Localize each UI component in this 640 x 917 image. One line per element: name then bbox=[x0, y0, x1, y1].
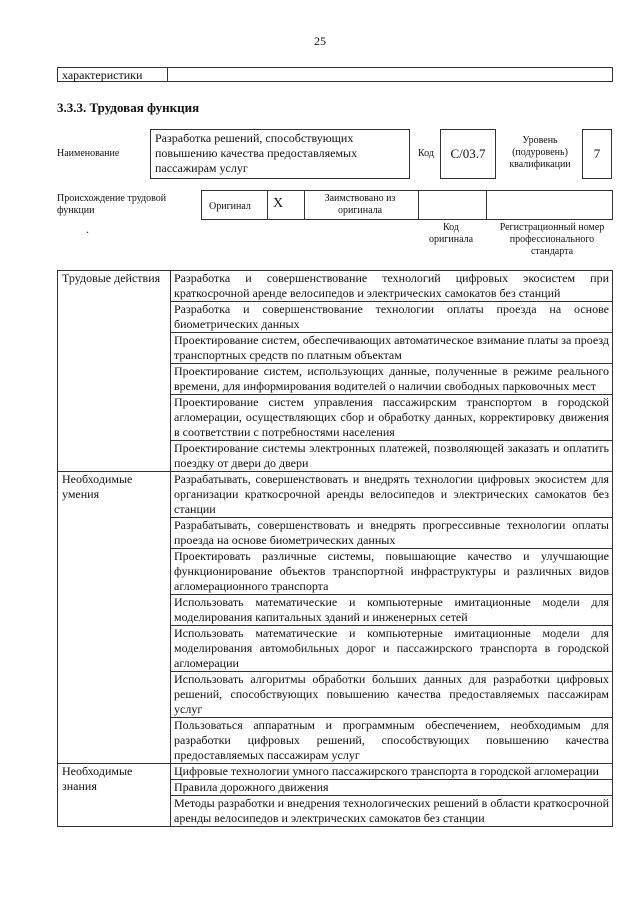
page-number: 25 bbox=[314, 34, 326, 48]
borrowed-label: Заимствовано из оригинала bbox=[324, 193, 396, 216]
item-cell: Проектирование систем управления пассажирским транспортом в городской агломерации, осуществляющих сбор и обработку данных, корректировку движения в соответствии с потребностями населения bbox=[171, 395, 613, 441]
section-title: 3.3.3. Трудовая функция bbox=[57, 100, 200, 115]
table-row bbox=[58, 271, 613, 302]
item-cell: Проектировать различные системы, повышающие качество и улучшающие функционирование объектов транспортной инфраструктуры и различных видов агломерационного транспорта bbox=[171, 549, 613, 595]
item-cell: Правила дорожного движения bbox=[171, 780, 613, 796]
qualification-level-label: Уровень (подуровень) квалификации bbox=[509, 135, 571, 170]
item-cell: Использовать алгоритмы обработки больших данных для разработки цифровых решений, способствующих повышению качества предоставляемых пассажирам услуг bbox=[171, 672, 613, 718]
origin-code-caption: Код оригинала bbox=[428, 222, 474, 245]
table-row bbox=[58, 764, 613, 780]
category-cell: Необходимые знания bbox=[58, 764, 171, 827]
origin-divider bbox=[418, 191, 419, 219]
original-label: Оригинал bbox=[209, 201, 251, 212]
item-cell: Использовать математические и компьютерные имитационные модели для моделирования капитальных зданий и инженерных сетей bbox=[171, 595, 613, 626]
code-label: Код bbox=[418, 148, 434, 159]
category-cell: Трудовые действия bbox=[58, 271, 171, 472]
qualification-level-value: 7 bbox=[582, 129, 612, 179]
characteristics-row bbox=[57, 67, 613, 82]
origin-label: Происхождение трудовой функции bbox=[57, 193, 167, 216]
code-value: C/03.7 bbox=[440, 129, 496, 179]
category-cell: Необходимые умения bbox=[58, 472, 171, 764]
table-row bbox=[58, 472, 613, 518]
item-cell: Разработка и совершенствование технологий цифровых экосистем при краткосрочной аренде велосипедов и электрических самокатов без станций bbox=[171, 271, 613, 302]
function-name-box: Разработка решений, способствующих повышению качества предоставляемых пассажирам услуг bbox=[150, 129, 410, 179]
item-cell: Использовать математические и компьютерные имитационные модели для моделирования автомобильных дорог и пассажирского транспорта в городской агломерации bbox=[171, 626, 613, 672]
item-cell: Разрабатывать, совершенствовать и внедрять прогрессивные технологии оплаты проезда на основе биометрических данных bbox=[171, 518, 613, 549]
item-cell: Проектирование систем, использующих данные, полученные в режиме реального времени, для информирования водителей о наличии свободных парковочных мест bbox=[171, 364, 613, 395]
item-cell: Проектирование систем, обеспечивающих автоматическое взимание платы за проезд транспортных средств по платным объектам bbox=[171, 333, 613, 364]
item-cell: Разработка и совершенствование технологии оплаты проезда на основе биометрических данных bbox=[171, 302, 613, 333]
origin-divider bbox=[486, 191, 487, 219]
item-cell: Цифровые технологии умного пассажирского транспорта в городской агломерации bbox=[171, 764, 613, 780]
labor-function-table bbox=[57, 270, 613, 827]
characteristics-label: характеристики bbox=[62, 68, 143, 82]
registration-number-caption: Регистрационный номер профессионального стандарта bbox=[499, 222, 605, 257]
item-cell: Методы разработки и внедрения технологических решений в области краткосрочной аренды велосипедов и электрических самокатов без станции bbox=[171, 796, 613, 827]
characteristics-divider bbox=[167, 68, 168, 81]
origin-divider bbox=[267, 191, 268, 219]
item-cell: Разрабатывать, совершенствовать и внедрять технологии цифровых экосистем для организации краткосрочной аренды велосипедов и электрических самокатов без станции bbox=[171, 472, 613, 518]
name-label: Наименование bbox=[57, 148, 120, 159]
stray-mark: . bbox=[86, 222, 89, 236]
original-checkmark: X bbox=[273, 196, 284, 211]
item-cell: Проектирование системы электронных платежей, позволяющей заказать и оплатить поездку от двери до двери bbox=[171, 441, 613, 472]
item-cell: Пользоваться аппаратным и программным обеспечением, необходимым для разработки цифровых решений, способствующих повышению качества предоставляемых пассажирам услуг bbox=[171, 718, 613, 764]
